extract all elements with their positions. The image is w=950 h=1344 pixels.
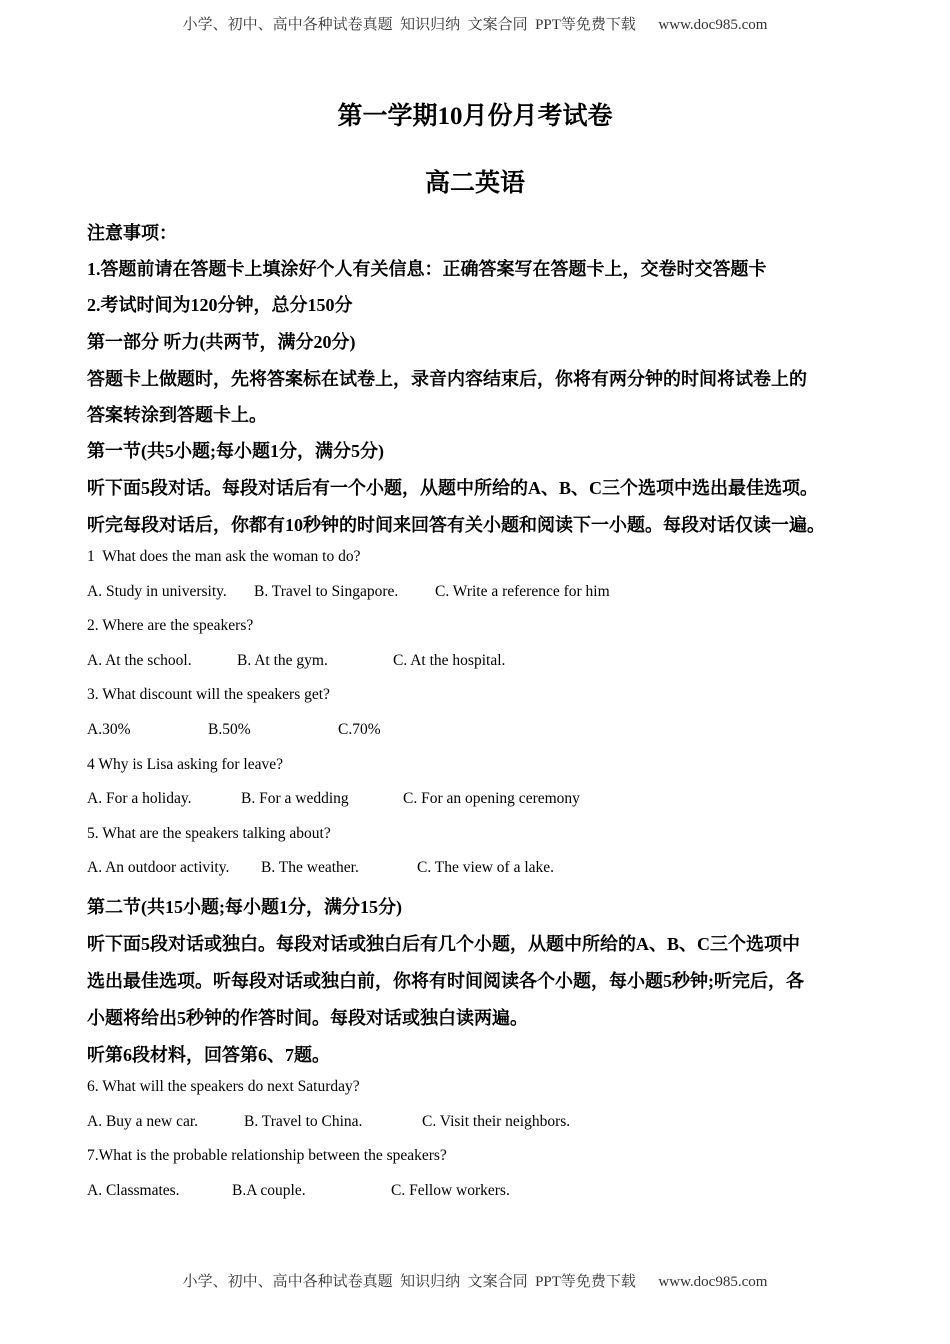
notes-item-2: 2.考试时间为120分钟，总分150分 xyxy=(87,295,353,315)
question-7-option-c: C. Fellow workers. xyxy=(391,1182,510,1199)
part1-instruction-1: 答题卡上做题时，先将答案标在试卷上，录音内容结束后，你将有两分钟的时间将试卷上的 xyxy=(87,369,807,389)
section2-instruction-1: 听下面5段对话或独白。每段对话或独白后有几个小题，从题中所给的A、B、C三个选项中 xyxy=(87,934,800,954)
question-6-option-a: A. Buy a new car. xyxy=(87,1113,199,1130)
question-7-option-b: B.A couple. xyxy=(232,1182,306,1199)
section1-instruction-1: 听下面5段对话。每段对话后有一个小题，从题中所给的A、B、C三个选项中选出最佳选项。 xyxy=(87,478,818,498)
subject-title: 高二英语 xyxy=(424,170,525,197)
question-6-option-c: C. Visit their neighbors. xyxy=(422,1113,571,1130)
question-3-option-c: C.70% xyxy=(338,721,381,738)
question-3-option-b: B.50% xyxy=(208,721,251,738)
question-3-option-a: A.30% xyxy=(87,721,131,738)
question-1-option-c: C. Write a reference for him xyxy=(435,583,610,600)
question-1-option-a: A. Study in university. xyxy=(87,583,227,600)
question-5-option-b: B. The weather. xyxy=(261,859,359,876)
question-5: 5. What are the speakers talking about? xyxy=(87,825,331,842)
question-4-option-c: C. For an opening ceremony xyxy=(403,790,580,807)
question-4: 4 Why is Lisa asking for leave? xyxy=(87,756,283,773)
question-7-option-a: A. Classmates. xyxy=(87,1182,180,1199)
part1-heading: 第一部分 听力(共两节，满分20分) xyxy=(87,332,356,352)
section1-instruction-2: 听完每段对话后，你都有10秒钟的时间来回答有关小题和阅读下一小题。每段对话仅读一遍。 xyxy=(87,515,825,535)
section2-instruction-3: 小题将给出5秒钟的作答时间。每段对话或独白读两遍。 xyxy=(87,1008,528,1028)
notes-item-1: 1.答题前请在答题卡上填涂好个人有关信息：正确答案写在答题卡上，交卷时交答题卡 xyxy=(87,259,767,279)
part1-instruction-2: 答案转涂到答题卡上。 xyxy=(87,405,267,425)
question-4-option-b: B. For a wedding xyxy=(241,790,349,807)
section1-heading: 第一节(共5小题;每小题1分，满分5分) xyxy=(87,441,384,461)
question-2-option-a: A. At the school. xyxy=(87,652,192,669)
header-banner: 小学、初中、高中各种试卷真题 知识归纳 文案合同 PPT等免费下载 www.doc985.com xyxy=(182,17,768,33)
question-7: 7.What is the probable relationship between the speakers? xyxy=(87,1147,447,1164)
exam-title: 第一学期10月份月考试卷 xyxy=(337,103,613,130)
material-6-heading: 听第6段材料，回答第6、7题。 xyxy=(87,1045,330,1065)
section2-instruction-2: 选出最佳选项。听每段对话或独白前，你将有时间阅读各个小题，每小题5秒钟;听完后，各 xyxy=(87,971,804,991)
question-1: 1 What does the man ask the woman to do? xyxy=(87,548,361,565)
question-1-option-b: B. Travel to Singapore. xyxy=(254,583,399,600)
question-6: 6. What will the speakers do next Saturday? xyxy=(87,1078,360,1095)
question-3: 3. What discount will the speakers get? xyxy=(87,686,330,703)
question-2-option-c: C. At the hospital. xyxy=(393,652,506,669)
question-5-option-a: A. An outdoor activity. xyxy=(87,859,230,876)
question-2: 2. Where are the speakers? xyxy=(87,617,254,634)
question-5-option-c: C. The view of a lake. xyxy=(417,859,555,876)
question-2-option-b: B. At the gym. xyxy=(237,652,328,669)
section2-heading: 第二节(共15小题;每小题1分，满分15分) xyxy=(87,897,402,917)
question-6-option-b: B. Travel to China. xyxy=(244,1113,363,1130)
question-4-option-a: A. For a holiday. xyxy=(87,790,192,807)
footer-banner: 小学、初中、高中各种试卷真题 知识归纳 文案合同 PPT等免费下载 www.doc985.com xyxy=(182,1274,768,1290)
notes-heading: 注意事项： xyxy=(87,223,177,243)
